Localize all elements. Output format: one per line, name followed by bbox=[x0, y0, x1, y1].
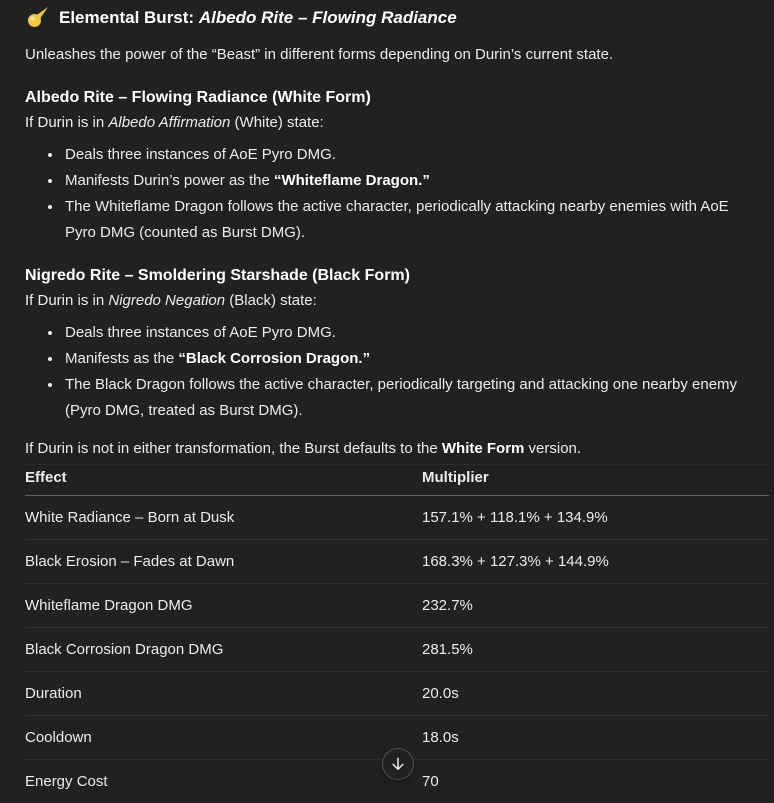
effect-cell: Cooldown bbox=[25, 728, 92, 746]
burst-skill-name: Albedo Rite – Flowing Radiance bbox=[198, 8, 457, 27]
burst-title-text bbox=[59, 5, 457, 31]
table-row bbox=[25, 584, 769, 628]
multiplier-cell: 157.1% + 118.1% + 134.9% bbox=[422, 508, 608, 526]
condition-post: (White) state: bbox=[230, 114, 324, 131]
effect-cell: Black Erosion – Fades at Dawn bbox=[25, 552, 235, 570]
condition-post: (Black) state: bbox=[225, 292, 317, 309]
fallback-note bbox=[25, 436, 749, 462]
table-row bbox=[25, 672, 769, 716]
black-form-list bbox=[25, 320, 749, 424]
column-header-multiplier: Multiplier bbox=[422, 469, 489, 486]
list-item: • The Black Dragon follows the active character, periodically targeting and attacking one nearby enemy (Pyro DMG, treated as Burst DMG). bbox=[63, 372, 749, 424]
list-item: • Deals three instances of AoE Pyro DMG. bbox=[63, 142, 749, 168]
scroll-to-bottom-button[interactable] bbox=[382, 748, 414, 780]
effect-cell: Whiteflame Dragon DMG bbox=[25, 596, 193, 614]
bullet-text: Manifests Durin’s power as the bbox=[65, 172, 274, 189]
fallback-pre: If Durin is not in either transformation, the Burst defaults to the bbox=[25, 440, 442, 457]
black-form-condition bbox=[25, 288, 749, 314]
table-row bbox=[25, 496, 769, 540]
bullet-bold-text: “Whiteflame Dragon.” bbox=[273, 172, 430, 189]
arrow-down-icon bbox=[389, 755, 407, 773]
table-row bbox=[25, 628, 769, 672]
comet-emoji bbox=[25, 6, 49, 30]
intro-paragraph: Unleashes the power of the “Beast” in different forms depending on Durin’s current state. bbox=[25, 46, 614, 63]
effect-cell: Duration bbox=[25, 684, 82, 702]
column-header-effect: Effect bbox=[25, 469, 67, 486]
fallback-bold: White Form bbox=[441, 440, 525, 457]
burst-title-prefix: Elemental Burst: bbox=[59, 8, 199, 27]
white-form-list bbox=[25, 142, 749, 246]
black-form-heading: Nigredo Rite – Smoldering Starshade (Black Form) bbox=[25, 267, 410, 284]
bullet-text: Manifests as the bbox=[65, 350, 179, 367]
condition-pre: If Durin is in bbox=[25, 114, 109, 131]
multiplier-cell: 18.0s bbox=[422, 728, 459, 746]
condition-state: Nigredo Negation bbox=[108, 292, 226, 309]
burst-title bbox=[25, 4, 749, 32]
bullet-bold-text: “Black Corrosion Dragon.” bbox=[178, 350, 371, 367]
effect-cell: White Radiance – Born at Dusk bbox=[25, 508, 235, 526]
multiplier-cell: 281.5% bbox=[422, 640, 473, 658]
multiplier-cell: 20.0s bbox=[422, 684, 459, 702]
condition-pre: If Durin is in bbox=[25, 292, 109, 309]
white-form-condition bbox=[25, 110, 749, 136]
table-row bbox=[25, 540, 769, 584]
list-item: • The Whiteflame Dragon follows the active character, periodically attacking nearby enemies with AoE Pyro DMG (counted as Burst DMG). bbox=[63, 194, 749, 246]
effect-cell: Black Corrosion Dragon DMG bbox=[25, 640, 224, 658]
multiplier-cell: 70 bbox=[422, 772, 439, 790]
list-item bbox=[63, 168, 749, 194]
fallback-post: version. bbox=[524, 440, 582, 457]
white-form-heading: Albedo Rite – Flowing Radiance (White Form) bbox=[25, 89, 371, 106]
list-item bbox=[63, 346, 749, 372]
table-header-row bbox=[25, 465, 769, 496]
condition-state: Albedo Affirmation bbox=[108, 114, 231, 131]
effect-cell: Energy Cost bbox=[25, 772, 108, 790]
multiplier-cell: 168.3% + 127.3% + 144.9% bbox=[422, 552, 609, 570]
list-item: • Deals three instances of AoE Pyro DMG. bbox=[63, 320, 749, 346]
multiplier-cell: 232.7% bbox=[422, 596, 473, 614]
